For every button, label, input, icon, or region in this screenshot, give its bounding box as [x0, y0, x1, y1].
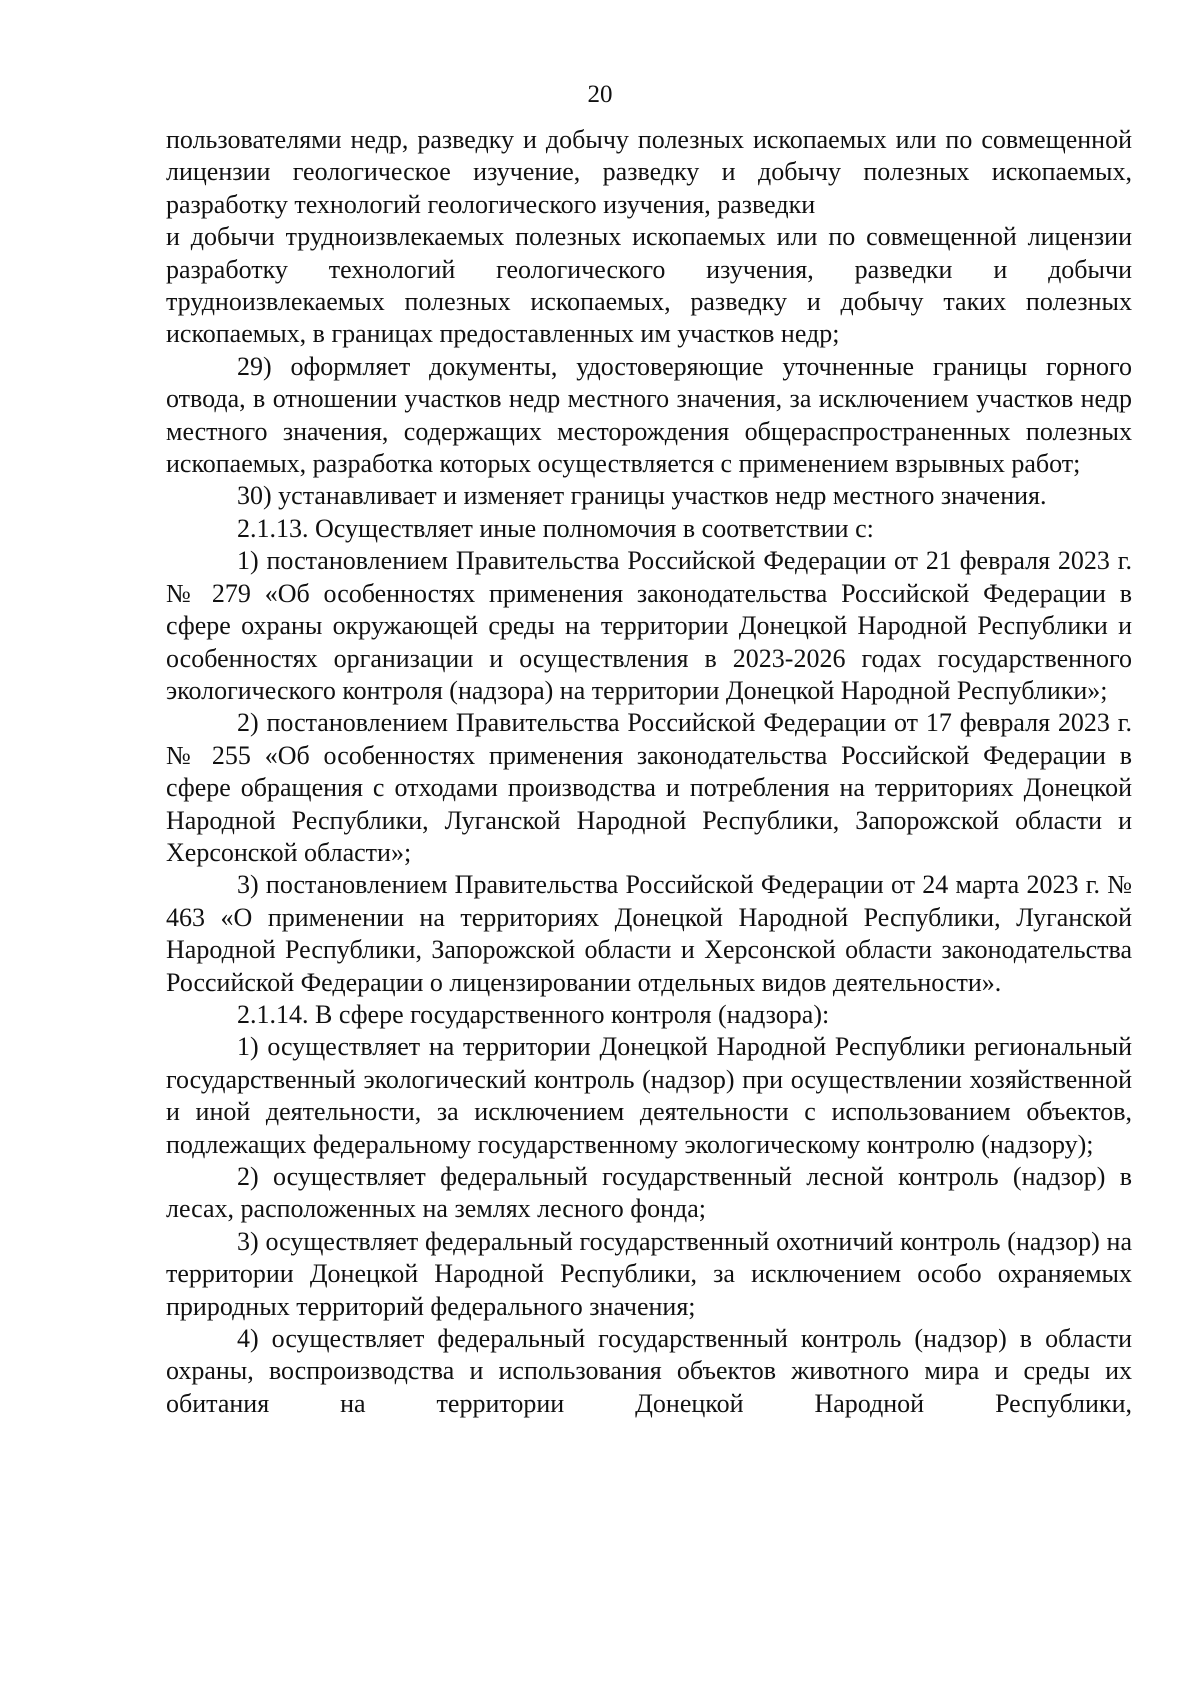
paragraph-control-item-4: 4) осуществляет федеральный государственный контроль (надзор) в области охраны, воспроизводства и использования объектов животного мира и среды их обитания на территории Донецкой Народной Республики, [166, 1324, 1132, 1418]
paragraph-item-30: 30) устанавливает и изменяет границы участков недр местного значения. [237, 481, 1047, 511]
paragraph-resolution-255: 2) постановлением Правительства Российской Федерации от 17 февраля 2023 г. № 255 «Об особенностях применения законодательства Российской Федерации в сфере обращения с отходами производства и потребления на территориях Донецкой Народной Республики, Луганской Народной Республики, Запорожской области и Херсонской области»; [166, 708, 1132, 867]
paragraph-control-item-2: 2) осуществляет федеральный государственный лесной контроль (надзор) в лесах, расположенных на землях лесного фонда; [166, 1162, 1132, 1224]
paragraph-control-item-1: 1) осуществляет на территории Донецкой Народной Республики региональный государственный экологический контроль (надзор) при осуществлении хозяйственной и иной деятельности, за исключением деятельности с использованием объектов, подлежащих федеральному государственному экологическому контролю (надзору); [166, 1032, 1132, 1159]
paragraph-continuation-2: и добычи трудноизвлекаемых полезных ископаемых или по совмещенной лицензии разработку технологий геологического изучения, разведки и добычи трудноизвлекаемых полезных ископаемых, разведку и добычу таких полезных ископаемых, в границах предоставленных им участков недр; [166, 222, 1132, 349]
paragraph-control-item-3: 3) осуществляет федеральный государственный охотничий контроль (надзор) на территории Донецкой Народной Республики, за исключением особо охраняемых природных территорий федерального значения; [166, 1226, 1132, 1321]
page-number: 20 [587, 81, 613, 108]
paragraph-resolution-463: 3) постановлением Правительства Российской Федерации от 24 марта 2023 г. № 463 «О применении на территориях Донецкой Народной Республики, Луганской Народной Республики, Запорожской области и Херсонской области законодательства Российской Федерации о лицензировании отдельных видов деятельности». [166, 870, 1132, 997]
paragraph-resolution-279: 1) постановлением Правительства Российской Федерации от 21 февраля 2023 г. № 279 «Об особенностях применения законодательства Российской Федерации в сфере охраны окружающей среды на территории Донецкой Народной Республики и особенностях организации и осуществления в 2023-2026 годах государственного экологического контроля (надзора) на территории Донецкой Народной Республики»; [166, 546, 1132, 705]
document-body [166, 124, 1132, 1420]
paragraph-continuation: пользователями недр, разведку и добычу полезных ископаемых или по совмещенной лицензии геологическое изучение, разведку и добычу полезных ископаемых, разработку технологий геологического изучения, разведки [166, 125, 1132, 219]
paragraph-section-2-1-13: 2.1.13. Осуществляет иные полномочия в соответствии с: [237, 513, 874, 543]
paragraph-section-2-1-14: 2.1.14. В сфере государственного контроля (надзора): [237, 999, 830, 1029]
paragraph-item-29: 29) оформляет документы, удостоверяющие уточненные границы горного отвода, в отношении участков недр местного значения, за исключением участков недр местного значения, содержащих месторождения общераспространенных полезных ископаемых, разработка которых осуществляется с применением взрывных работ; [166, 351, 1132, 479]
